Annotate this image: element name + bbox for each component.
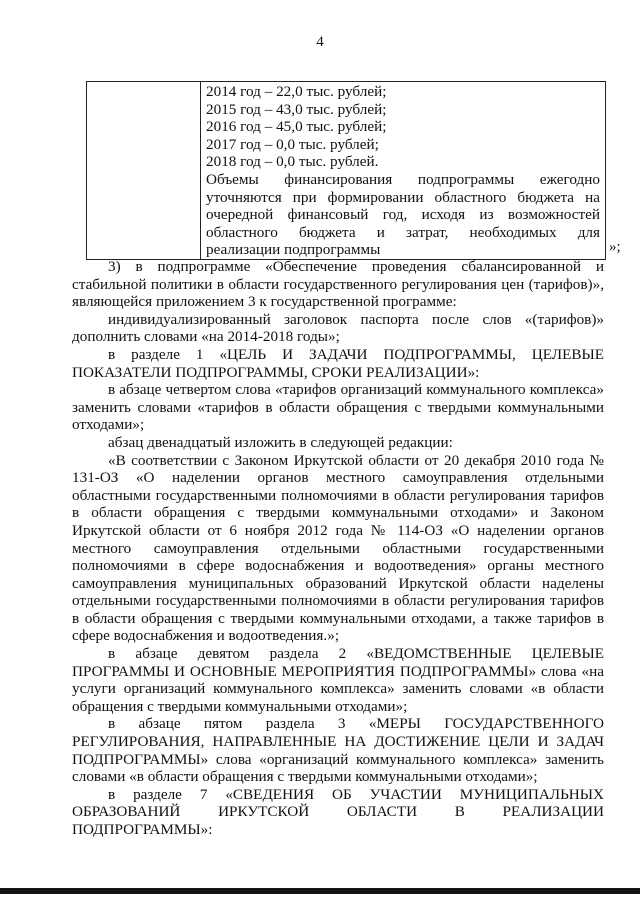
paragraph-section-2: в абзаце девятом раздела 2 «ВЕДОМСТВЕННЫЕ ЦЕЛЕВЫЕ ПРОГРАММЫ И ОСНОВНЫЕ МЕРОПРИЯТИЯ ПОДПРОГРАММЫ» слова «на услуги организаций коммунального комплекса» заменить словами «в области обращения с твердыми коммунальными отходами»; bbox=[72, 645, 604, 715]
funding-note-line: областного бюджета и затрат, необходимых для bbox=[206, 223, 600, 241]
funding-line-2018: 2018 год – 0,0 тыс. рублей. bbox=[206, 153, 379, 171]
funding-line-2015: 2015 год – 43,0 тыс. рублей; bbox=[206, 100, 387, 118]
page-number: 4 bbox=[316, 34, 324, 50]
funding-line-2017: 2017 год – 0,0 тыс. рублей; bbox=[206, 135, 379, 153]
funding-table bbox=[86, 81, 606, 260]
paragraph-section-3: в абзаце пятом раздела 3 «МЕРЫ ГОСУДАРСТВЕННОГО РЕГУЛИРОВАНИЯ, НАПРАВЛЕННЫЕ НА ДОСТИЖЕНИЕ ЦЕЛИ И ЗАДАЧ ПОДПРОГРАММЫ» слова «организаций коммунального комплекса» заменить словами «в области обращения с твердыми коммунальными отходами»; bbox=[72, 715, 604, 786]
funding-note-line: Объемы финансирования подпрограммы ежегодно bbox=[206, 170, 600, 188]
paragraph-twelfth-abzac: абзац двенадцатый изложить в следующей редакции: bbox=[108, 433, 453, 451]
funding-line-2014: 2014 год – 22,0 тыс. рублей; bbox=[206, 83, 387, 100]
paragraph-section-7-line: ОБРАЗОВАНИЙ ИРКУТСКОЙ ОБЛАСТИ В РЕАЛИЗАЦИИ bbox=[72, 803, 604, 821]
paragraph-section-1: в разделе 1 «ЦЕЛЬ И ЗАДАЧИ ПОДПРОГРАММЫ, ЦЕЛЕВЫЕ ПОКАЗАТЕЛИ ПОДПРОГРАММЫ, СРОКИ РЕАЛИЗАЦИИ»: bbox=[72, 345, 604, 381]
scan-bottom-edge bbox=[0, 888, 640, 894]
funding-line-2016: 2016 год – 45,0 тыс. рублей; bbox=[206, 118, 387, 136]
table-closing-quote: »; bbox=[609, 239, 621, 255]
table-value-cell bbox=[201, 82, 606, 260]
funding-note-line: уточняются при формировании областного бюджета на bbox=[206, 188, 600, 206]
table-row bbox=[87, 82, 606, 260]
funding-note-last-line: реализации подпрограммы bbox=[206, 241, 381, 259]
paragraph-fourth-abzac: в абзаце четвертом слова «тарифов организаций коммунального комплекса» заменить словами «тарифов в области обращения с твердыми коммунальными отходами»; bbox=[72, 381, 604, 434]
paragraph-section-7-line: в разделе 7 «СВЕДЕНИЯ ОБ УЧАСТИИ МУНИЦИПАЛЬНЫХ bbox=[108, 785, 604, 803]
paragraph-subprogram-3: 3) в подпрограмме «Обеспечение проведения сбалансированной и стабильной политики в области государственного регулирования цен (тарифов)», являющейся приложением 3 к государственной программе: bbox=[72, 258, 604, 311]
paragraph-passport-title: индивидуализированный заголовок паспорта после слов «(тарифов)» дополнить словами «на 2014-2018 годы»; bbox=[72, 310, 604, 346]
paragraph-section-7-line: ПОДПРОГРАММЫ»: bbox=[72, 821, 213, 838]
paragraph-quoted-law: «В соответствии с Законом Иркутской области от 20 декабря 2010 года № 131-ОЗ «О наделении органов местного самоуправления отдельными областными государственными полномочиями в области регулирования тарифов в области обращения с твердыми коммунальными отходами» и Законом Иркутской области от 6 ноября 2012 года № 114-ОЗ «О наделении органов местного самоуправления отдельными областными государственными полномочиями в сфере водоснабжения и водоотведения» органы местного самоуправления муниципальных образований Иркутской области наделены отдельными государственными полномочиями в области регулирования тарифов в области обращения с твердыми коммунальными отходами, а также тарифов в сфере водоснабжения и водоотведения.»; bbox=[72, 451, 604, 645]
document-body bbox=[72, 258, 604, 839]
table-label-cell bbox=[87, 82, 201, 260]
funding-note-line: очередной финансовый год, исходя из возможностей bbox=[206, 206, 600, 224]
